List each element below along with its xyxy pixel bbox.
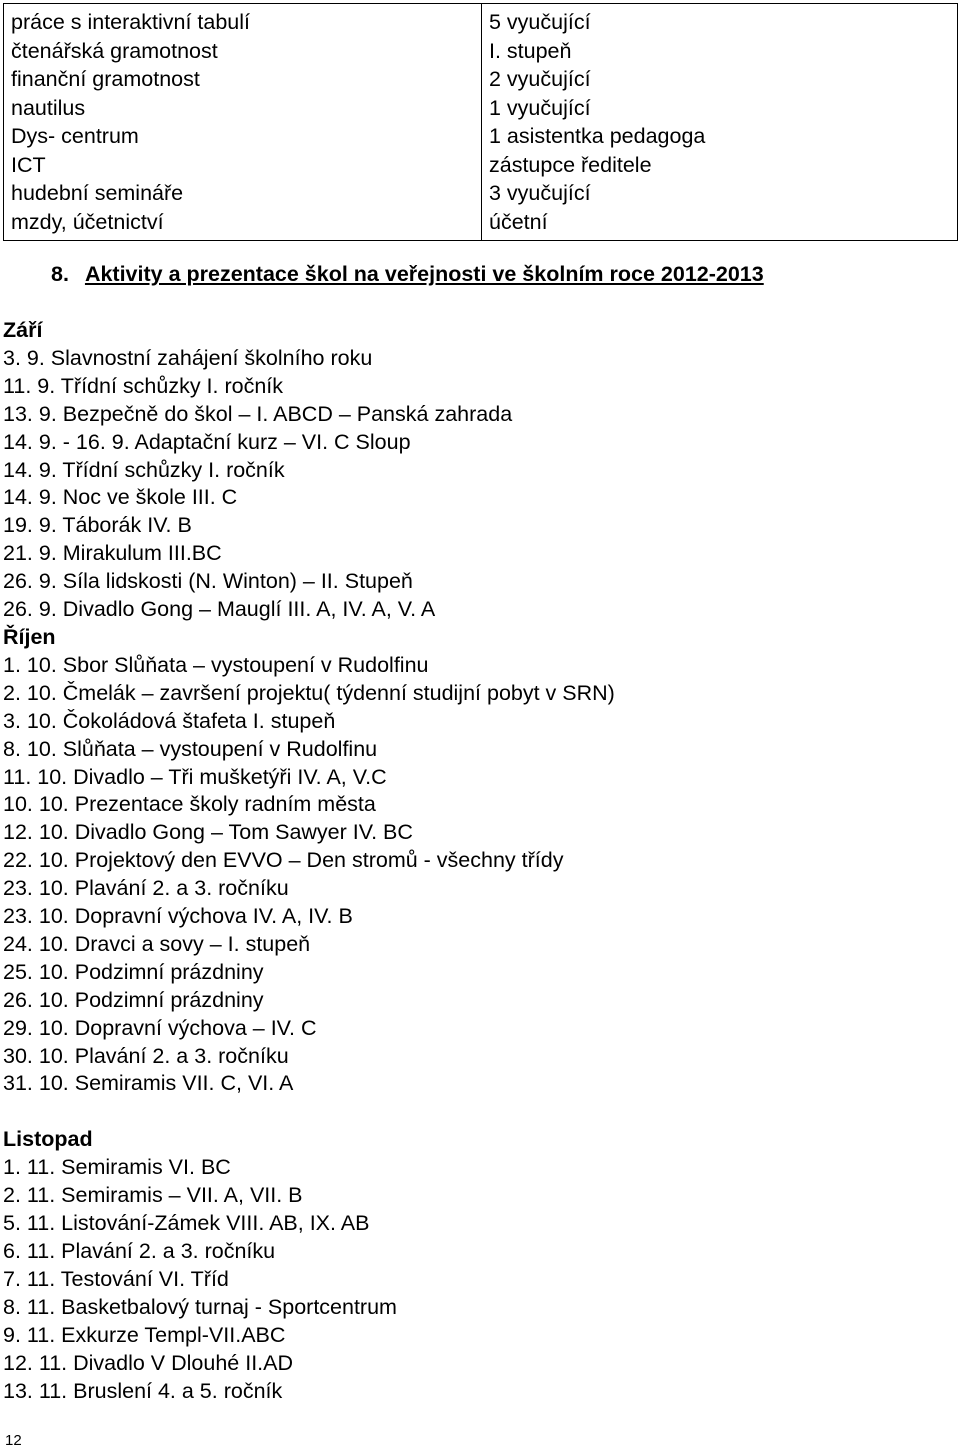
staff-training-table <box>3 3 958 241</box>
event-item: 25. 10. Podzimní prázdniny <box>3 959 264 984</box>
event-item: 13. 11. Bruslení 4. a 5. ročník <box>3 1378 283 1403</box>
section-heading <box>51 262 764 287</box>
table-left-column <box>4 4 482 241</box>
table-cell-line: 2 vyučující <box>489 67 591 91</box>
table-cell-line: finanční gramotnost <box>11 67 200 91</box>
table-cell-line: zástupce ředitele <box>489 152 652 177</box>
table-cell-line: ICT <box>11 152 46 177</box>
table-cell-line: Dys- centrum <box>11 124 139 148</box>
event-item: 24. 10. Dravci a sovy – I. stupeň <box>3 931 311 956</box>
table-right-column <box>482 4 958 241</box>
event-item: 12. 10. Divadlo Gong – Tom Sawyer IV. BC <box>3 820 413 845</box>
event-item: 9. 11. Exkurze Templ-VII.ABC <box>3 1322 286 1347</box>
event-item: 14. 9. - 16. 9. Adaptační kurz – VI. C Sloup <box>3 429 411 454</box>
event-item: 14. 9. Třídní schůzky I. ročník <box>3 457 285 482</box>
event-item: 13. 9. Bezpečně do škol – I. ABCD – Panská zahrada <box>3 401 513 426</box>
event-item: 14. 9. Noc ve škole III. C <box>3 485 238 510</box>
event-item: 8. 11. Basketbalový turnaj - Sportcentrum <box>3 1294 397 1319</box>
event-item: 31. 10. Semiramis VII. C, VI. A <box>3 1071 294 1096</box>
month-heading: Říjen <box>3 624 56 649</box>
event-item: 10. 10. Prezentace školy radním města <box>3 792 376 817</box>
event-item: 11. 9. Třídní schůzky I. ročník <box>3 373 284 398</box>
event-item: 26. 10. Podzimní prázdniny <box>3 987 264 1012</box>
table-cell-line: čtenářská gramotnost <box>11 38 218 63</box>
section-title: Aktivity a prezentace škol na veřejnosti ve školním roce 2012-2013 <box>84 262 764 286</box>
event-item: 23. 10. Dopravní výchova IV. A, IV. B <box>3 904 353 929</box>
event-item: 11. 10. Divadlo – Tři mušketýři IV. A, V.C <box>3 764 387 789</box>
table-cell-line: práce s interaktivní tabulí <box>11 10 251 34</box>
event-item: 29. 10. Dopravní výchova – IV. C <box>3 1015 317 1040</box>
table-cell-line: I. stupeň <box>489 38 572 63</box>
event-item: 26. 9. Síla lidskosti (N. Winton) – II. Stupeň <box>3 569 413 594</box>
month-heading: Listopad <box>3 1127 93 1152</box>
event-item: 1. 11. Semiramis VI. BC <box>3 1155 231 1180</box>
table-cell-line: nautilus <box>11 95 86 120</box>
event-item: 3. 10. Čokoládová štafeta I. stupeň <box>3 708 336 733</box>
event-item: 1. 10. Sbor Slůňata – vystoupení v Rudolfinu <box>3 652 429 677</box>
event-item: 6. 11. Plavání 2. a 3. ročníku <box>3 1239 276 1263</box>
section-number: 8. <box>51 262 69 286</box>
events-list <box>3 317 615 1405</box>
month-heading: Září <box>3 318 43 342</box>
table-cell-line: 1 vyučující <box>489 95 591 120</box>
table-row <box>4 4 958 241</box>
event-item: 3. 9. Slavnostní zahájení školního roku <box>3 345 373 370</box>
event-item: 23. 10. Plavání 2. a 3. ročníku <box>3 876 289 901</box>
spacer <box>3 1098 615 1126</box>
event-item: 2. 10. Čmelák – završení projektu( týdenní studijní pobyt v SRN) <box>3 680 615 705</box>
table-cell-line: 5 vyučující <box>489 10 591 34</box>
event-item: 19. 9. Táborák IV. B <box>3 513 192 538</box>
event-item: 12. 11. Divadlo V Dlouhé II.AD <box>3 1350 294 1375</box>
event-item: 30. 10. Plavání 2. a 3. ročníku <box>3 1043 289 1068</box>
event-item: 21. 9. Mirakulum III.BC <box>3 541 222 566</box>
event-item: 5. 11. Listování-Zámek VIII. AB, IX. AB <box>3 1211 370 1236</box>
table-cell-line: 1 asistentka pedagoga <box>489 124 706 148</box>
event-item: 22. 10. Projektový den EVVO – Den stromů - všechny třídy <box>3 848 564 873</box>
table-cell-line: účetní <box>489 209 548 234</box>
event-item: 8. 10. Slůňata – vystoupení v Rudolfinu <box>3 736 378 761</box>
event-item: 26. 9. Divadlo Gong – Mauglí III. A, IV. A, V. A <box>3 597 436 622</box>
page-number: 12 <box>5 1432 22 1449</box>
event-item: 2. 11. Semiramis – VII. A, VII. B <box>3 1183 303 1208</box>
table-cell-line: 3 vyučující <box>489 181 591 205</box>
table-cell-line: hudební semináře <box>11 181 184 205</box>
event-item: 7. 11. Testování VI. Tříd <box>3 1266 229 1291</box>
table-cell-line: mzdy, účetnictví <box>11 209 164 234</box>
